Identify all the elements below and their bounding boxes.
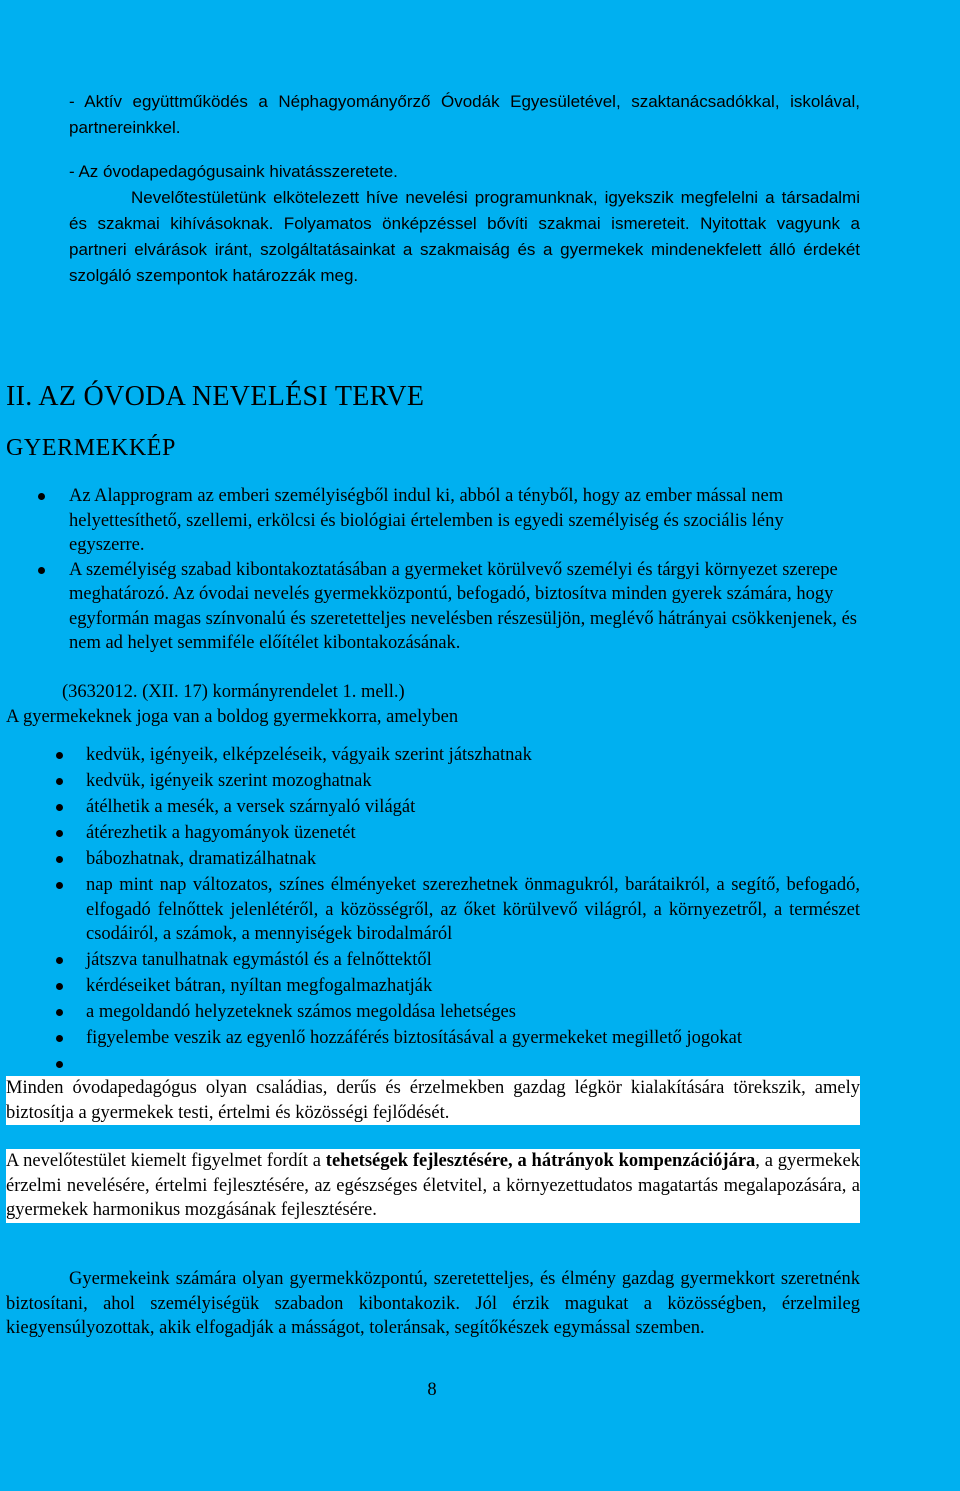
- list-item-text: Az Alapprogram az emberi személyiségből indul ki, abból a tényből, hogy az ember mással nem helyettesíthető, szellemi, erkölcsi és biológiai értelemben is egyedi személyiség és szociális lény egyszerre.: [69, 486, 784, 555]
- list-item: [69, 484, 860, 558]
- bullet-icon: [56, 882, 63, 889]
- list-item-text: A személyiség szabad kibontakoztatásában a gyermeket körülvevő személyi és tárgyi környezet szerepe meghatározó. Az óvodai nevelés gyermekközpontú, befogadó, biztosítva minden gyerek számára, hogy egyformán magas színvonalú és szeretetteljes nevelésben részesüljön, meglévő hátrányai csökkenjenek, és nem ad helyet semmiféle előítélet kibontakozásának.: [69, 559, 858, 653]
- bullet-icon: [56, 752, 63, 759]
- list-item: [86, 873, 860, 947]
- decree-reference: [62, 680, 405, 705]
- list-item-text: kérdéseiket bátran, nyíltan megfogalmazhatják: [86, 976, 433, 996]
- bullet-icon: [56, 1035, 63, 1042]
- intro-paragraph-2-head: [69, 159, 860, 185]
- children-rights-list: [86, 743, 860, 1077]
- intro-paragraph-2: [69, 185, 860, 289]
- list-item-text: átérezhetik a hagyományok üzenetét: [86, 823, 356, 843]
- list-item: [86, 795, 860, 820]
- bullet-icon: [56, 983, 63, 990]
- list-item-text: figyelembe veszik az egyenlő hozzáférés biztosításával a gyermekeket megillető jogokat: [86, 1028, 742, 1048]
- bullet-icon: [56, 830, 63, 837]
- list-item: [86, 974, 860, 999]
- section-title: II. AZ ÓVODA NEVELÉSI TERVE: [6, 381, 425, 412]
- list-item-text: játszva tanulhatnak egymástól és a felnőttektől: [86, 950, 432, 970]
- bullet-icon: [56, 1009, 63, 1016]
- list-item: [86, 847, 860, 872]
- subsection-title: GYERMEKKÉP: [6, 435, 177, 461]
- list-item-text: a megoldandó helyzeteknek számos megoldása lehetséges: [86, 1002, 516, 1022]
- list-item-text: átélhetik a mesék, a versek szárnyaló világát: [86, 797, 416, 817]
- list-item: [86, 1026, 860, 1051]
- rights-intro: [6, 705, 458, 730]
- bullet-icon: [56, 804, 63, 811]
- rights-intro-text: A gyermekeknek joga van a boldog gyermekkorra, amelyben: [6, 707, 459, 727]
- focus-text-bold: tehetségek fejlesztésére, a hátrányok kompenzációjára: [325, 1151, 756, 1171]
- closing-text: Gyermekeink számára olyan gyermekközpontú, szeretetteljes, és élmény gazdag gyermekkort szeretnénk biztosítani, ahol személyiségük szabadon kibontakozik. Jól érzik magukat a közösségben, érzelmileg kiegyensúlyozottak, akik elfogadják a másságot, toleránsak, segítőkészek egymással szemben.: [6, 1269, 860, 1338]
- list-item: [86, 821, 860, 846]
- list-item: [86, 769, 860, 794]
- list-item-empty: [86, 1052, 860, 1077]
- atmosphere-paragraph: [6, 1076, 860, 1125]
- list-item-text: kedvük, igényeik, elképzeléseik, vágyaik szerint játszhatnak: [86, 745, 532, 765]
- intro-text-2-head: - Az óvodapedagógusaink hivatásszeretete.: [69, 162, 398, 181]
- focus-paragraph: [6, 1149, 860, 1223]
- intro-paragraph-1: [69, 89, 860, 141]
- bullet-icon: [56, 957, 63, 964]
- list-item-text: bábozhatnak, dramatizálhatnak: [86, 849, 317, 869]
- intro-text-1: - Aktív együttműködés a Néphagyományőrző Óvodák Egyesületével, szaktanácsadókkal, iskolával, partnereinkkel.: [69, 92, 860, 137]
- page-number: 8: [427, 1380, 437, 1400]
- closing-paragraph: [6, 1267, 860, 1341]
- child-image-list: [69, 484, 860, 656]
- atmosphere-text: Minden óvodapedagógus olyan családias, derűs és érzelmekben gazdag légkör kialakítására törekszik, amely biztosítja a gyermekek testi, értelmi és közösségi fejlődését.: [6, 1078, 860, 1123]
- decree-text: (3632012. (XII. 17) kormányrendelet 1. mell.): [62, 682, 405, 702]
- list-item-text: nap mint nap változatos, színes élményeket szerezhetnek önmagukról, barátaikról, a segítő, befogadó, elfogadó felnőttek jelenlétéről, a közösségről, az őket körülvevő világról, a környezetről, a természet csodáiról, a számok, a mennyiségek birodalmáról: [86, 875, 860, 944]
- list-item: [86, 743, 860, 768]
- bullet-icon: [56, 778, 63, 785]
- bullet-icon: [56, 1061, 63, 1068]
- list-item: [86, 948, 860, 973]
- list-item: [86, 1000, 860, 1025]
- focus-text: [6, 1149, 860, 1223]
- intro-text-2: Nevelőtestületünk elkötelezett híve nevelési programunknak, igyekszik megfelelni a társadalmi és szakmai kihívásoknak. Folyamatos önképzéssel bővíti szakmai ismereteit. Nyitottak vagyunk a partneri elvárások iránt, szolgáltatásainkat a szakmaiság és a gyermekek mindenekfelett álló érdekét szolgáló szempontok határozzák meg.: [69, 188, 860, 285]
- bullet-icon: [38, 567, 45, 574]
- list-item: [69, 558, 860, 656]
- list-item-text: kedvük, igényeik szerint mozoghatnak: [86, 771, 372, 791]
- focus-text-part-2: , a gyermekek érzelmi nevelésére, értelmi fejlesztésére, az egészséges életvitel, a környezettudatos magatartás megalapozására, a gyermekek harmonikus mozgásának fejlesztésére.: [6, 1151, 860, 1220]
- focus-text-part-1: A nevelőtestület kiemelt figyelmet fordít a: [6, 1151, 326, 1171]
- bullet-icon: [38, 493, 45, 500]
- bullet-icon: [56, 856, 63, 863]
